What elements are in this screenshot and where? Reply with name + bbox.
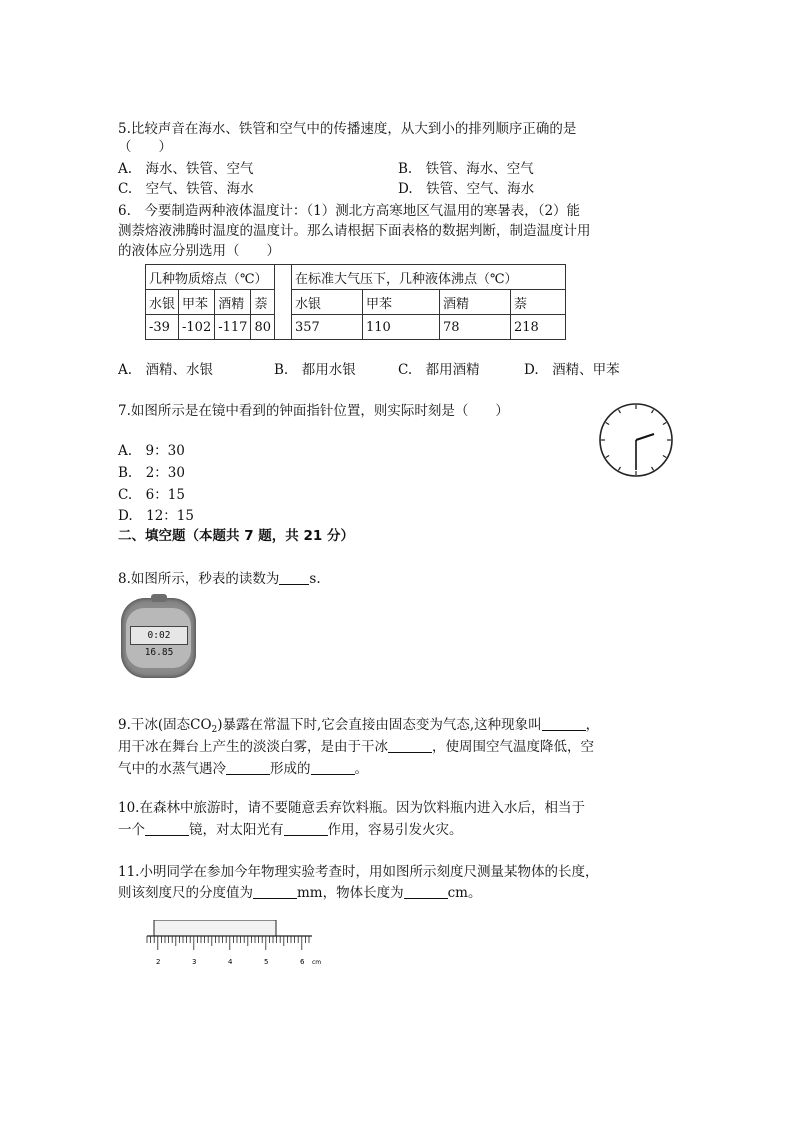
q6-line-3: 的液体应分别选用（ ）	[118, 243, 280, 259]
q6-option-d: D. 酒精、甲苯	[524, 362, 620, 378]
table-cell: 甲苯	[179, 290, 215, 315]
answer-blank	[284, 823, 328, 836]
answer-blank	[279, 572, 309, 585]
table-cell: 357	[292, 315, 363, 340]
table-cell: 甲苯	[363, 290, 440, 315]
stopwatch-figure	[121, 598, 196, 678]
table-cell: 萘	[511, 290, 566, 315]
table-cell: 萘	[251, 290, 275, 315]
ruler-label: 2	[156, 958, 161, 966]
table-cell: -39	[146, 315, 179, 340]
q7-option-d: D. 12：15	[118, 508, 194, 524]
table-cell: 110	[363, 315, 440, 340]
data-table	[145, 264, 566, 340]
melting-title: 几种物质熔点（℃）	[146, 265, 275, 290]
section-heading: 二、填空题（本题共 7 题，共 21 分）	[118, 528, 354, 544]
ruler-label: 6	[300, 958, 305, 966]
q9-line-2: 用干冰在舞台上产生的淡淡白雾，是由于干冰 ，使周围空气温度降低，空	[118, 739, 594, 755]
q10-line-1: 10.在森林中旅游时，请不要随意丢弃饮料瓶。因为饮料瓶内进入水后，相当于	[118, 800, 585, 816]
clock-hour-hand	[636, 434, 654, 440]
boiling-title: 在标准大气压下，几种液体沸点（℃）	[292, 265, 566, 290]
q5-stem: 5.比较声音在海水、铁管和空气中的传播速度，从大到小的排列顺序正确的是	[118, 121, 577, 137]
q7-option-b: B. 2：30	[118, 465, 185, 481]
answer-blank	[311, 762, 355, 775]
table-cell: 78	[440, 315, 511, 340]
table-cell: 酒精	[215, 290, 251, 315]
ruler-unit: cm	[312, 959, 322, 966]
q11-line-1: 11.小明同学在参加今年物理实验考查时，用如图所示刻度尺测量某物体的长度，	[118, 864, 599, 880]
stopwatch-top-button	[151, 594, 167, 602]
q5-option-c: C. 空气、铁管、海水	[118, 181, 254, 197]
table-cell: 218	[511, 315, 566, 340]
q9-line-1: 9.干冰(固态$CO_2$)暴露在常温下时,它会直接由固态变为气态,这种现象叫 ，	[118, 717, 600, 735]
q9-line-3: 气中的水蒸气遇冷 形成的 。	[118, 761, 368, 777]
answer-blank	[388, 740, 432, 753]
q7-option-c: C. 6：15	[118, 487, 185, 503]
q7-stem: 7.如图所示是在镜中看到的钟面指针位置，则实际时刻是（ ）	[118, 403, 509, 419]
table-gap	[275, 265, 292, 340]
answer-blank	[404, 886, 448, 899]
q5-option-d: D. 铁管、空气、海水	[398, 181, 535, 197]
table-cell: 酒精	[440, 290, 511, 315]
ruler-label: 4	[228, 958, 233, 966]
answer-blank	[253, 886, 297, 899]
q6-option-b: B. 都用水银	[274, 362, 356, 378]
table-cell: -117	[215, 315, 251, 340]
q5-option-b: B. 铁管、海水、空气	[398, 161, 534, 177]
ruler-ticks	[147, 936, 309, 950]
clock-figure	[596, 400, 676, 480]
q5-option-a: A. 海水、铁管、空气	[118, 161, 254, 177]
ruler-label: 5	[264, 958, 269, 966]
q6-line-2: 测萘熔液沸腾时温度的温度计。那么请根据下面表格的数据判断，制造温度计用	[118, 223, 591, 239]
q7-option-a: A. 9：30	[118, 443, 185, 459]
measured-object	[154, 920, 276, 936]
table-cell: 水银	[146, 290, 179, 315]
table-cell: -102	[179, 315, 215, 340]
q8-stem: 8.如图所示，秒表的读数为 s.	[118, 571, 321, 587]
table-cell: 水银	[292, 290, 363, 315]
answer-blank	[542, 718, 586, 731]
stopwatch-display: 0:02 16.85	[130, 626, 188, 645]
table-cell: 80	[251, 315, 275, 340]
ruler-figure	[142, 920, 332, 970]
ruler-label: 3	[192, 958, 197, 966]
answer-blank	[226, 762, 270, 775]
q6-line-1: 6. 今要制造两种液体温度计：（1）测北方高寒地区气温用的寒暑表，（2）能	[118, 203, 581, 219]
q10-line-2: 一个 镜，对太阳光有 作用，容易引发火灾。	[118, 822, 463, 838]
q6-option-a: A. 酒精、水银	[118, 362, 214, 378]
answer-blank	[145, 823, 189, 836]
q6-option-c: C. 都用酒精	[398, 362, 480, 378]
q5-paren: （ ）	[118, 139, 172, 155]
q11-line-2: 则该刻度尺的分度值为 mm，物体长度为 cm。	[118, 885, 482, 901]
